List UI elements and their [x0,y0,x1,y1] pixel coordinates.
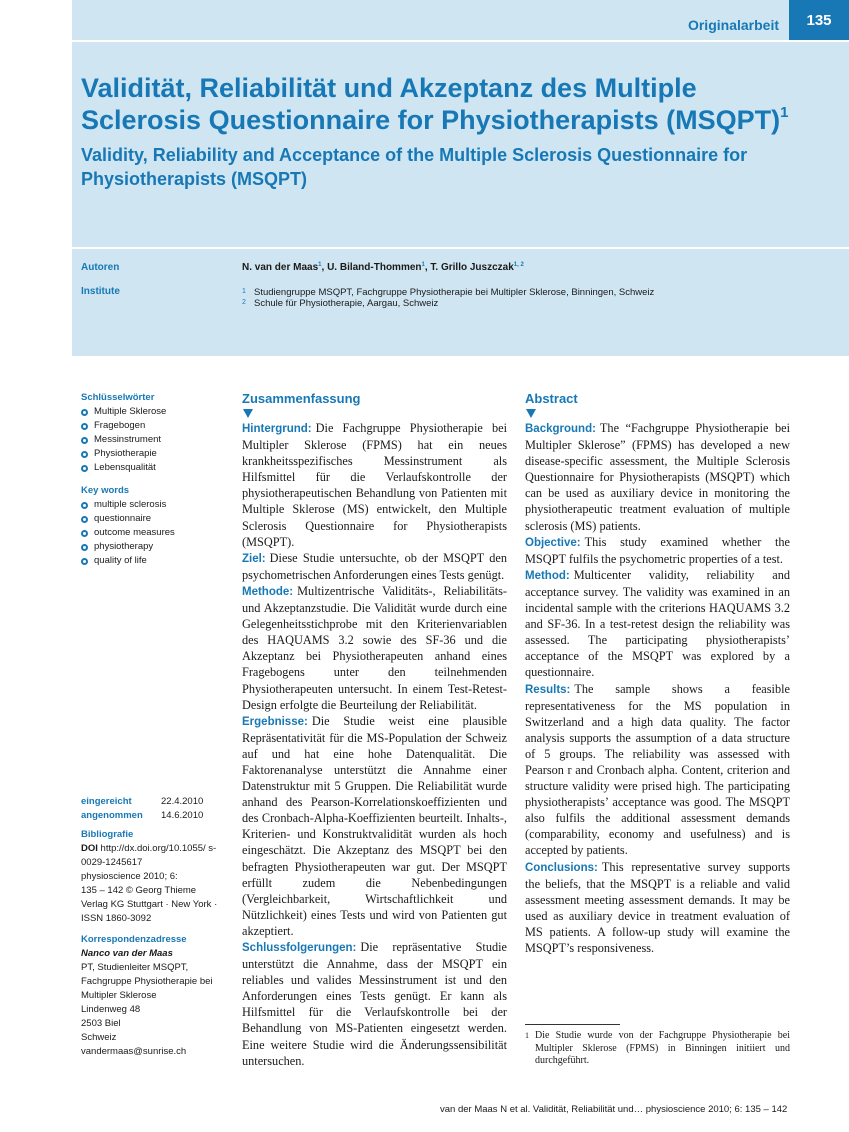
bullet-icon [81,437,88,444]
bullet-icon [81,516,88,523]
paragraph-text: The sample shows a feasible representativeness for the MS population in Switzerland and a high data quality. The factor analysis supports the assumption of a data structure of 5 groups. The reliability was assessed with Pearson r and Cronbach alpha. Content, criterion and structure validity were prised high. The participating physiotherapists’ acceptance was good. The MSQPT also fulfils the additional assessment demands (comparability, economy and usefulness) and is accepted by patients. [525,681,790,858]
bullet-icon [81,465,88,472]
paragraph-label: Objective: [525,536,581,549]
address-line: Multipler Sklerose [81,990,157,1001]
abstract-paragraph [242,939,507,1069]
keywords-german-heading: Schlüsselwörter [81,392,155,403]
keyword-text: Fragebogen [94,420,146,431]
author-list [242,262,524,273]
title-german-text: Validität, Reliabilität und Akzeptanz des Multiple Sclerosis Questionnaire for Physiotherapists (MSQPT) [81,73,781,135]
paragraph-label: Schlussfolgerungen: [242,942,357,954]
keyword-text: outcome measures [94,527,175,538]
paragraph-text: Diese Studie untersuchte, ob der MSQPT den psychometrischen Anforderungen eines Tests genügt. [242,550,507,582]
keyword-item [81,419,231,433]
abstract-paragraph [242,420,507,550]
paragraph-label: Methode: [242,585,294,598]
keyword-text: Multiple Sklerose [94,406,167,417]
correspondence-name: Nanco van der Maas [81,948,173,959]
abstract-paragraph [525,420,790,534]
bullet-icon [81,530,88,537]
section-label: Originalarbeit [687,17,779,33]
address-line: 2503 Biel [81,1018,121,1029]
paragraph-text: Die repräsentative Studie unterstützt die Annahme, dass der MSQPT ein reliables und valides Messinstrument ist und den Anforderungen eines Tests genügt. Er kann als Hilfsmittel für die Verlaufskontrolle bei der Behandlung von MS-Patienten eingesetzt werden. Eine weitere Studie wird die Änderungssensibilität untersuchen. [242,940,507,1068]
bibliography-heading: Bibliografie [81,829,134,840]
abstract-paragraph [525,534,790,567]
title-footnote-marker: 1 [780,104,789,121]
address-line: Fachgruppe Physiotherapie bei [81,976,213,987]
triangle-marker-icon [526,409,536,418]
keywords-english-heading: Key words [81,485,130,496]
keyword-text: quality of life [94,555,147,566]
abstract-paragraph [242,583,507,713]
paragraph-text: This study examined whether the MSQPT fulfils the psychometric properties of a test. [525,534,790,566]
page-number: 135 [789,0,849,40]
abstract-paragraph [525,567,790,681]
abstract-paragraph [525,859,790,957]
bullet-icon [81,544,88,551]
bullet-icon [81,423,88,430]
paragraph-text: The “Fachgruppe Physiotherapie bei Multipler Sklerose” (FPMS) has developed a new disease-specific assessment, the Multiple Sclerosis Questionnaire for Physiotherapists (MSQPT) which can be used as auxiliary device in monitoring the physiotherapeutic treatment evaluation of multiple sclerosis (MS) patients. [525,421,790,533]
keyword-text: Lebensqualität [94,462,156,473]
received-date: 22.4.2010 [161,796,204,807]
keyword-item [81,447,231,461]
author-name: U. Biland-Thommen [327,262,422,273]
abstract-paragraph [525,681,790,859]
article-meta-block [81,795,231,1059]
abstract-heading: Abstract [525,391,578,406]
paragraph-label: Background: [525,423,596,435]
keyword-item [81,554,231,568]
accepted-label: angenommen [81,810,143,821]
keyword-text: questionnaire [94,513,152,524]
paragraph-label: Method: [525,569,570,582]
paragraph-label: Results: [525,683,571,696]
keyword-text: multiple sclerosis [94,499,167,510]
institute-number: 1 [242,288,246,295]
accepted-date: 14.6.2010 [161,810,204,821]
page-footer-citation: van der Maas N et al. Validität, Reliabilität und… physioscience 2010; 6: 135 – 142 [440,1104,788,1115]
paragraph-text: Die Studie weist eine plausible Repräsentativität für die MS-Population der Schweiz auf und hat eine hohe Datenqualität. Die Faktorenanalyse unterstützt die Annahme einer Datenstruktur mit 5 Gruppen. Die Reliabilität wurde anhand des Pearson-Korrelationskoeffizienten und des Cronbach-Alpha-Koeffizienten beurteilt. Inhalts-, Kriterien- und Konstruktvalidität wurden als hoch eingeschätzt. Die Akzeptanz des MSQPT bei den befragten Physiotherapeuten war gut. Der MSQPT erfüllt zudem die Nebenbedingungen (Vergleichbarkeit, Wirtschaftlichkeit und Nützlichkeit) eines Tests und wird von Patienten gut akzeptiert. [242,713,507,938]
paragraph-label: Ergebnisse: [242,715,308,728]
biblio-line: Verlag KG Stuttgart · New York · [81,899,218,910]
keyword-item [81,512,231,526]
bullet-icon [81,558,88,565]
keyword-text: physiotherapy [94,541,154,552]
keyword-item [81,433,231,447]
article-title-english: Validity, Reliability and Acceptance of the Multiple Sclerosis Questionnaire for Physiotherapists (MSQPT) [81,145,748,189]
paragraph-text: Die Fachgruppe Physiotherapie bei Multipler Sklerose (FPMS) hat ein neues krankheitsspezifisches Messinstrument als Hilfsmittel für die Verlaufskontrolle der physiotherapeutischen Behandlung von Patienten mit Multiple Sklerose (MS) entwickelt, den Multiple Sclerosis Questionnaire for Physiotherapists (MSQPT). [242,421,507,549]
bullet-icon [81,409,88,416]
paragraph-label: Hintergrund: [242,423,312,435]
biblio-line: physioscience 2010; 6: [81,871,178,882]
received-label: eingereicht [81,796,132,807]
keyword-text: Messinstrument [94,434,162,445]
author-affiliation: 1 [421,262,425,268]
doi-link[interactable]: http://dx.doi.org/10.1055/ s-0029-1245617 [81,843,217,868]
keyword-item [81,461,231,475]
author-affiliation: 1, 2 [513,262,524,268]
email-link[interactable]: vandermaas@sunrise.ch [81,1046,187,1057]
footnote [525,1030,790,1068]
bullet-icon [81,502,88,509]
info-divider [72,247,849,249]
paragraph-text: This representative survey supports the beliefs, that the MSQPT is a reliable and valid assessment meeting assessment demands. It may be used as auxiliary device in treatment evaluation of MS patients. A follow-up study will examine the MSQPT’s responsiveness. [525,859,790,955]
paragraph-text: Multizentrische Validitäts-, Reliabilitäts- und Akzeptanzstudie. Die Validität wurde durch eine Gelegenheitsstichprobe mit den Kriterienvariablen des HAQUAMS 3.2 sowie des SF-36 und die Akzeptanz bei Physiotherapeuten anhand eines Fragebogens unter den teilnehmenden Physiotherapeuten untersucht. In einem Test-Retest-Design erfolgte die Beurteilung der Reliabilität. [242,583,507,712]
doi-label: DOI [81,843,98,854]
institute-item [242,297,438,310]
author-separator: , [321,262,328,273]
article-title-german [81,72,821,136]
triangle-marker-icon [243,409,253,418]
doi-line [81,842,231,870]
biblio-line: 135 – 142 © Georg Thieme [81,885,197,896]
keyword-item [81,526,231,540]
abstract-paragraph [242,713,507,939]
abstract-paragraph [242,550,507,583]
header-divider [72,40,849,42]
footnote-text: Die Studie wurde von der Fachgruppe Physiotherapie bei Multipler Sklerose (FPMS) in Binningen initiiert und durchgeführt. [535,1030,790,1066]
keyword-item [81,405,231,419]
zusammenfassung-column [242,391,507,1069]
institute-text: Schule für Physiotherapie, Aargau, Schweiz [254,298,439,309]
keyword-item [81,498,231,512]
institute-text: Studiengruppe MSQPT, Fachgruppe Physiotherapie bei Multipler Sklerose, Binningen, Schweiz [254,287,655,298]
authors-label: Autoren [81,262,120,273]
keyword-item [81,540,231,554]
keyword-text: Physiotherapie [94,448,157,459]
footnote-number: 1 [525,1031,529,1040]
author-affiliation: 1 [318,262,322,268]
accepted-row [81,809,231,823]
address-line: PT, Studienleiter MSQPT, [81,962,189,973]
institutes-label: Institute [81,286,120,297]
biblio-line: ISSN 1860-3092 [81,913,152,924]
keywords-block [81,391,231,568]
correspondence-heading: Korrespondenzadresse [81,934,187,945]
paragraph-label: Conclusions: [525,861,598,874]
author-separator: , [424,262,431,273]
institute-number: 2 [242,299,246,306]
author-name: T. Grillo Juszczak [430,262,514,273]
received-row [81,795,231,809]
address-line: Schweiz [81,1032,117,1043]
address-line: Lindenweg 48 [81,1004,141,1015]
zusammenfassung-heading: Zusammenfassung [242,391,361,406]
paragraph-label: Ziel: [242,552,266,565]
author-name: N. van der Maas [242,262,319,273]
bullet-icon [81,451,88,458]
abstract-column [525,391,790,956]
footnote-divider [525,1024,620,1025]
paragraph-text: Multicenter validity, reliability and acceptance survey. The validity was examined in an incidental sample with the criterions HAQUAMS 3.2 and SF-36. In a test-retest design the reliability was assessed. The participating physiotherapists’ acceptance of the MSQPT was explored by a questionnaire. [525,567,790,680]
